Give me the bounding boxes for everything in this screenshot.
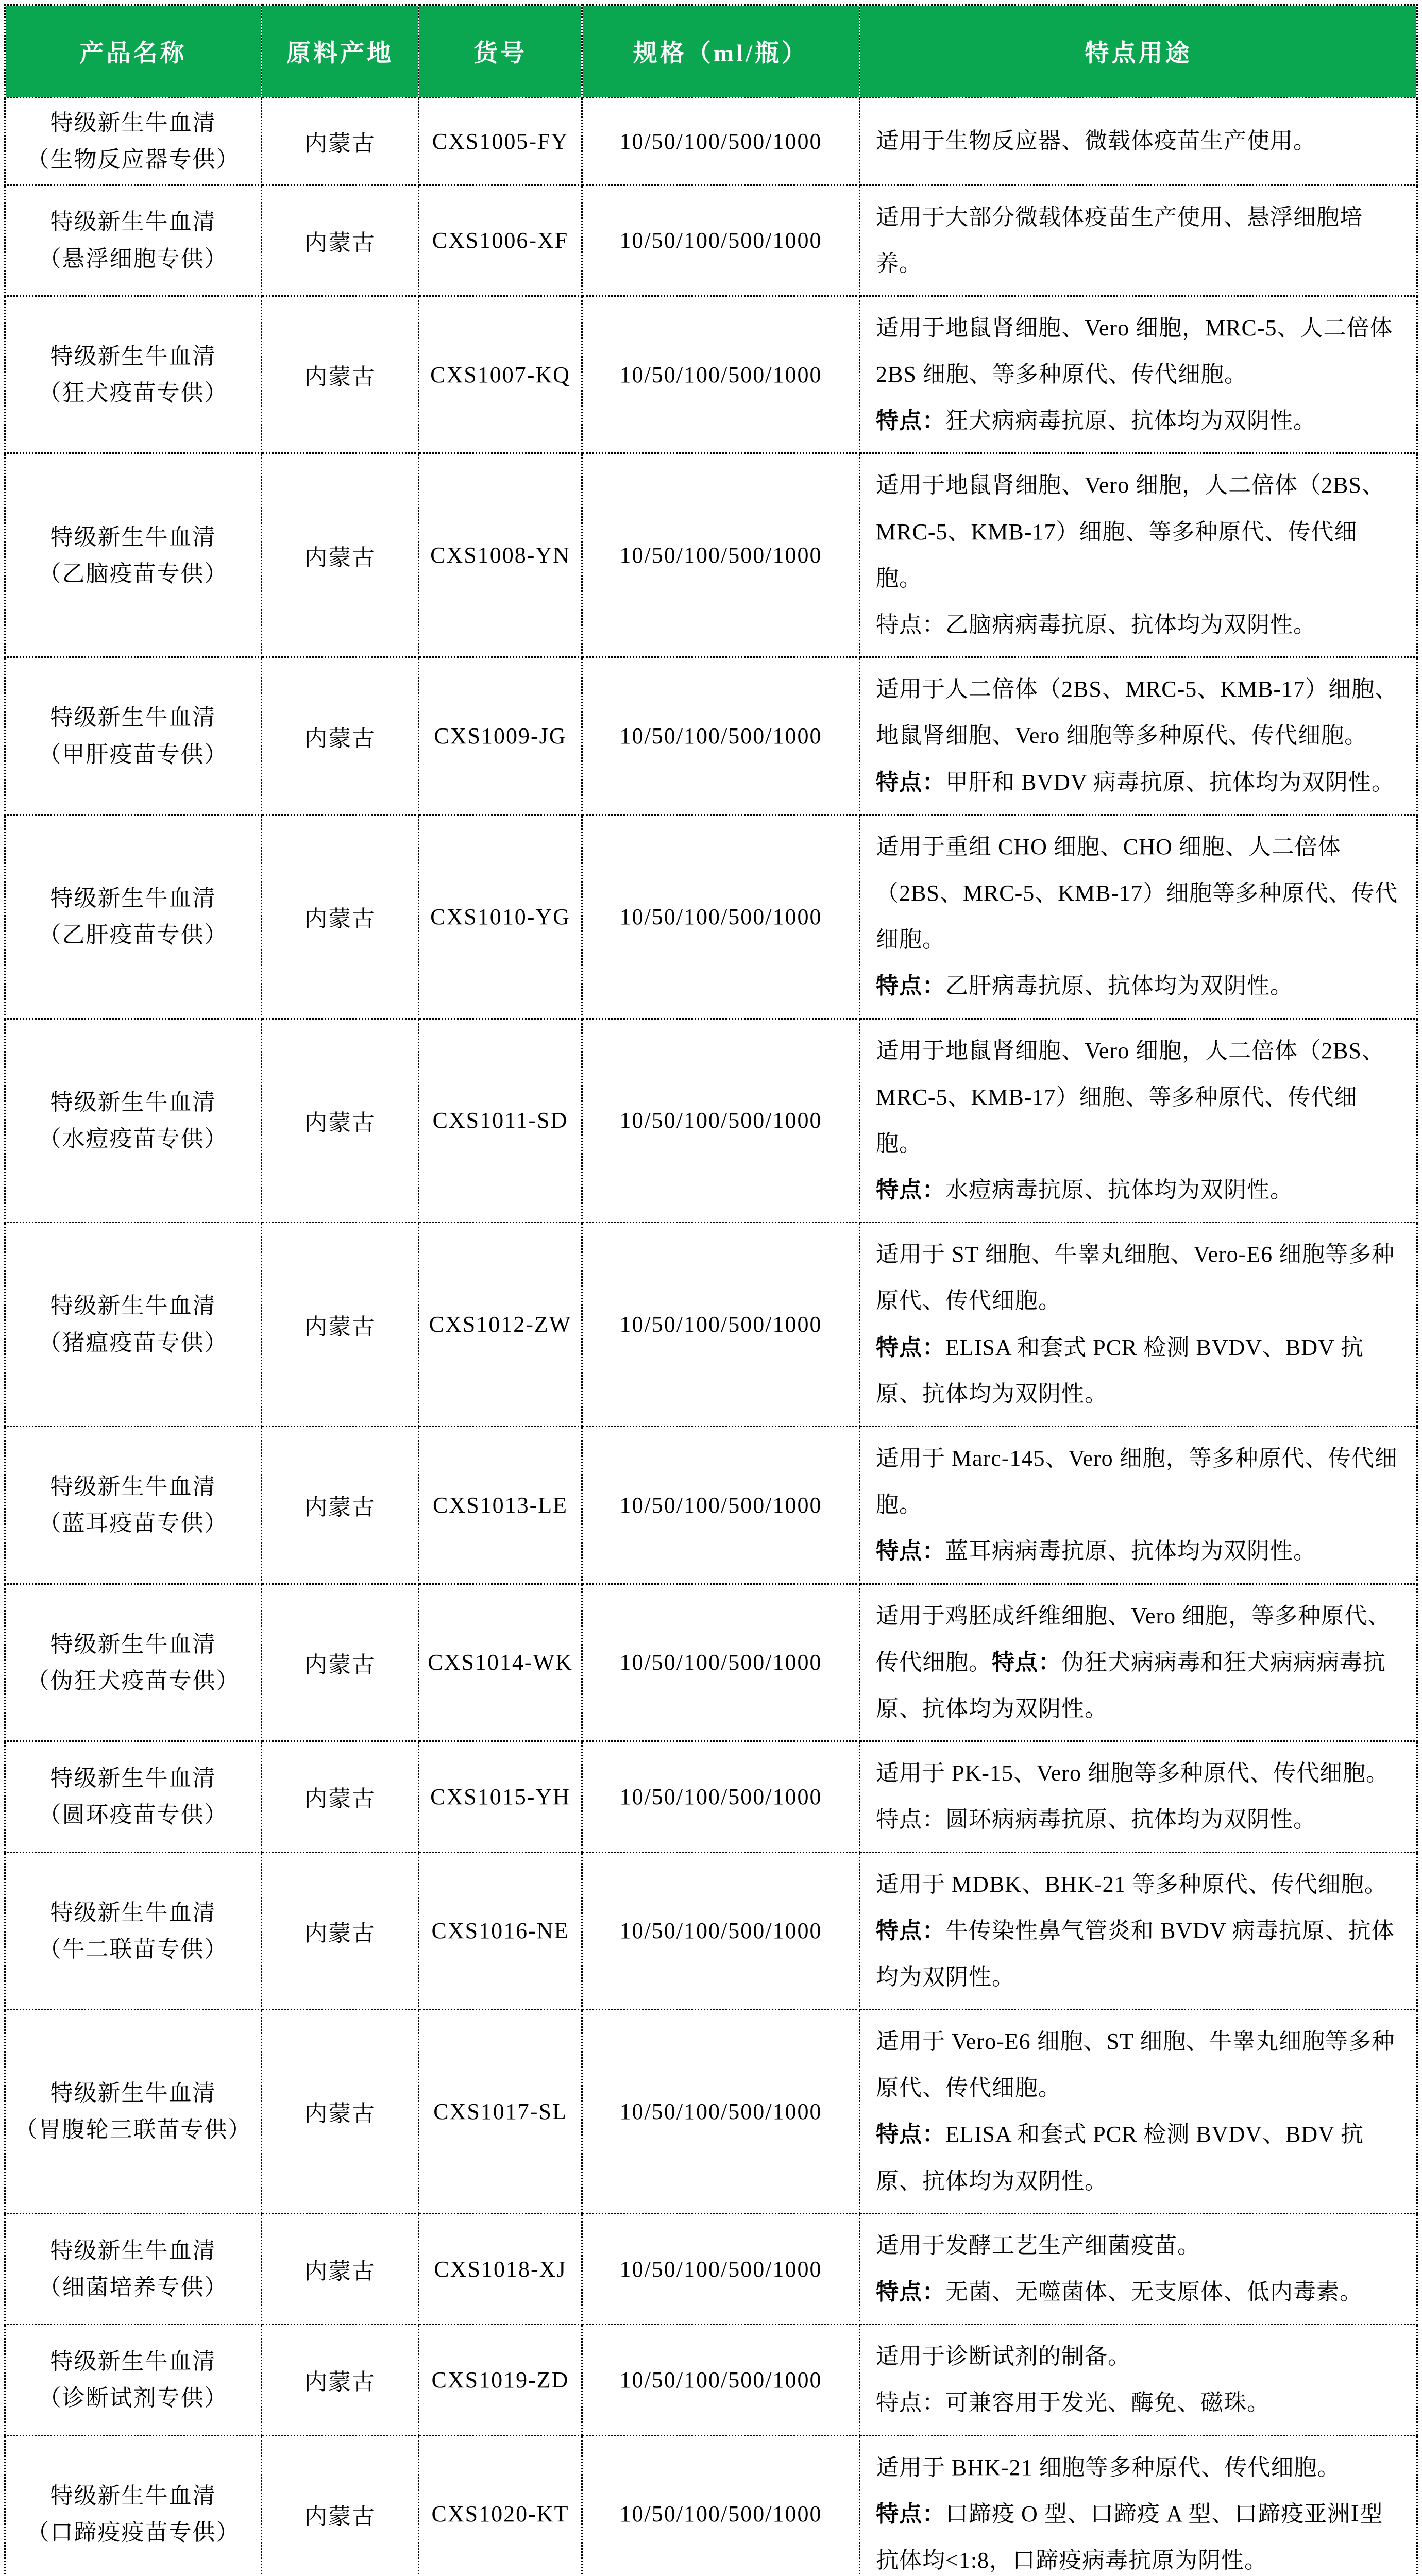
product-table [4,4,1418,2576]
table-row [5,1019,1417,1223]
usage-cell: 适用于鸡胚成纤维细胞、Vero 细胞，等多种原代、传代细胞。特点：伪狂犬病病毒和狂犬病病病毒抗原、抗体均为双阴性。 [860,1584,1417,1741]
product-name-cell: 特级新生牛血清 （牛二联苗专供） [5,1852,262,2010]
origin-cell: 内蒙古 [262,657,419,815]
usage-cell: 适用于重组 CHO 细胞、CHO 细胞、人二倍体（2BS、MRC-5、KMB-17）细胞等多种原代、传代细胞。 特点：乙肝病毒抗原、抗体均为双阴性。 [860,815,1417,1019]
product-name-cell: 特级新生牛血清 （悬浮细胞专供） [5,185,262,296]
table-row [5,1852,1417,2010]
usage-cell: 适用于 PK-15、Vero 细胞等多种原代、传代细胞。 特点：圆环病病毒抗原、抗体均为双阴性。 [860,1741,1417,1852]
product-name-cell: 特级新生牛血清 （圆环疫苗专供） [5,1741,262,1852]
spec-cell: 10/50/100/500/1000 [582,657,860,815]
code-cell: CXS1012-ZW [419,1223,582,1427]
code-cell: CXS1006-XF [419,185,582,296]
table-row [5,2010,1417,2214]
spec-cell: 10/50/100/500/1000 [582,2213,860,2324]
usage-cell: 适用于地鼠肾细胞、Vero 细胞，MRC-5、人二倍体 2BS 细胞、等多种原代、传代细胞。 特点：狂犬病病毒抗原、抗体均为双阴性。 [860,296,1417,453]
header-row [5,5,1417,98]
usage-cell: 适用于发酵工艺生产细菌疫苗。 特点：无菌、无噬菌体、无支原体、低内毒素。 [860,2213,1417,2324]
product-name-cell: 特级新生牛血清 （狂犬疫苗专供） [5,296,262,453]
usage-cell: 适用于 ST 细胞、牛睾丸细胞、Vero-E6 细胞等多种原代、传代细胞。 特点：ELISA 和套式 PCR 检测 BVDV、BDV 抗原、抗体均为双阴性。 [860,1223,1417,1427]
origin-cell: 内蒙古 [262,1741,419,1852]
product-name-cell: 特级新生牛血清 （胃腹轮三联苗专供） [5,2010,262,2214]
code-cell: CXS1015-YH [419,1741,582,1852]
spec-cell: 10/50/100/500/1000 [582,1852,860,2010]
usage-cell: 适用于 BHK-21 细胞等多种原代、传代细胞。 特点：口蹄疫 O 型、口蹄疫 A 型、口蹄疫亚洲Ⅰ型抗体均<1:8，口蹄疫病毒抗原为阴性。 [860,2435,1417,2576]
code-cell: CXS1017-SL [419,2010,582,2214]
header-code: 货号 [419,5,582,98]
code-cell: CXS1008-YN [419,453,582,657]
product-name-cell: 特级新生牛血清 （甲肝疫苗专供） [5,657,262,815]
spec-cell: 10/50/100/500/1000 [582,296,860,453]
spec-cell: 10/50/100/500/1000 [582,453,860,657]
code-cell: CXS1007-KQ [419,296,582,453]
origin-cell: 内蒙古 [262,1852,419,2010]
table-row [5,185,1417,296]
usage-cell: 适用于大部分微载体疫苗生产使用、悬浮细胞培养。 [860,185,1417,296]
code-cell: CXS1010-YG [419,815,582,1019]
usage-cell: 适用于 Vero-E6 细胞、ST 细胞、牛睾丸细胞等多种原代、传代细胞。 特点：ELISA 和套式 PCR 检测 BVDV、BDV 抗原、抗体均为双阴性。 [860,2010,1417,2214]
table-row [5,2435,1417,2576]
code-cell: CXS1013-LE [419,1427,582,1584]
header-usage: 特点用途 [860,5,1417,98]
spec-cell: 10/50/100/500/1000 [582,2325,860,2435]
table-row [5,815,1417,1019]
code-cell: CXS1009-JG [419,657,582,815]
table-row [5,296,1417,453]
code-cell: CXS1014-WK [419,1584,582,1741]
origin-cell: 内蒙古 [262,185,419,296]
usage-cell: 适用于人二倍体（2BS、MRC-5、KMB-17）细胞、地鼠肾细胞、Vero 细胞等多种原代、传代细胞。 特点：甲肝和 BVDV 病毒抗原、抗体均为双阴性。 [860,657,1417,815]
product-name-cell: 特级新生牛血清 （细菌培养专供） [5,2213,262,2324]
table-row [5,2213,1417,2324]
code-cell: CXS1011-SD [419,1019,582,1223]
spec-cell: 10/50/100/500/1000 [582,1584,860,1741]
header-origin: 原料产地 [262,5,419,98]
table-row [5,1584,1417,1741]
code-cell: CXS1005-FY [419,98,582,185]
origin-cell: 内蒙古 [262,2213,419,2324]
spec-cell: 10/50/100/500/1000 [582,815,860,1019]
table-header [5,5,1417,98]
spec-cell: 10/50/100/500/1000 [582,98,860,185]
spec-cell: 10/50/100/500/1000 [582,1427,860,1584]
product-name-cell: 特级新生牛血清 （伪狂犬疫苗专供） [5,1584,262,1741]
code-cell: CXS1019-ZD [419,2325,582,2435]
spec-cell: 10/50/100/500/1000 [582,1223,860,1427]
usage-cell: 适用于生物反应器、微载体疫苗生产使用。 [860,98,1417,185]
origin-cell: 内蒙古 [262,815,419,1019]
origin-cell: 内蒙古 [262,2325,419,2435]
table-row [5,453,1417,657]
product-name-cell: 特级新生牛血清 （猪瘟疫苗专供） [5,1223,262,1427]
origin-cell: 内蒙古 [262,296,419,453]
origin-cell: 内蒙古 [262,1019,419,1223]
product-name-cell: 特级新生牛血清 （乙脑疫苗专供） [5,453,262,657]
code-cell: CXS1018-XJ [419,2213,582,2324]
origin-cell: 内蒙古 [262,1584,419,1741]
usage-cell: 适用于 MDBK、BHK-21 等多种原代、传代细胞。 特点：牛传染性鼻气管炎和 BVDV 病毒抗原、抗体均为双阴性。 [860,1852,1417,2010]
origin-cell: 内蒙古 [262,2435,419,2576]
origin-cell: 内蒙古 [262,98,419,185]
table-row [5,1427,1417,1584]
product-name-cell: 特级新生牛血清 （水痘疫苗专供） [5,1019,262,1223]
usage-cell: 适用于诊断试剂的制备。 特点：可兼容用于发光、酶免、磁珠。 [860,2325,1417,2435]
table-row [5,2325,1417,2435]
table-row [5,98,1417,185]
product-name-cell: 特级新生牛血清 （乙肝疫苗专供） [5,815,262,1019]
spec-cell: 10/50/100/500/1000 [582,1741,860,1852]
header-product-name: 产品名称 [5,5,262,98]
header-spec: 规格（ml/瓶） [582,5,860,98]
spec-cell: 10/50/100/500/1000 [582,1019,860,1223]
code-cell: CXS1016-NE [419,1852,582,2010]
table-row [5,1741,1417,1852]
spec-cell: 10/50/100/500/1000 [582,185,860,296]
product-name-cell: 特级新生牛血清 （诊断试剂专供） [5,2325,262,2435]
usage-cell: 适用于地鼠肾细胞、Vero 细胞，人二倍体（2BS、MRC-5、KMB-17）细胞、等多种原代、传代细胞。 特点：水痘病毒抗原、抗体均为双阴性。 [860,1019,1417,1223]
product-name-cell: 特级新生牛血清 （生物反应器专供） [5,98,262,185]
spec-cell: 10/50/100/500/1000 [582,2435,860,2576]
origin-cell: 内蒙古 [262,2010,419,2214]
table-row [5,657,1417,815]
product-name-cell: 特级新生牛血清 （口蹄疫疫苗专供） [5,2435,262,2576]
usage-cell: 适用于地鼠肾细胞、Vero 细胞，人二倍体（2BS、MRC-5、KMB-17）细胞、等多种原代、传代细胞。 特点：乙脑病病毒抗原、抗体均为双阴性。 [860,453,1417,657]
table-body [5,98,1417,2576]
product-name-cell: 特级新生牛血清 （蓝耳疫苗专供） [5,1427,262,1584]
code-cell: CXS1020-KT [419,2435,582,2576]
spec-cell: 10/50/100/500/1000 [582,2010,860,2214]
origin-cell: 内蒙古 [262,1223,419,1427]
origin-cell: 内蒙古 [262,1427,419,1584]
usage-cell: 适用于 Marc-145、Vero 细胞，等多种原代、传代细胞。 特点：蓝耳病病毒抗原、抗体均为双阴性。 [860,1427,1417,1584]
origin-cell: 内蒙古 [262,453,419,657]
table-row [5,1223,1417,1427]
